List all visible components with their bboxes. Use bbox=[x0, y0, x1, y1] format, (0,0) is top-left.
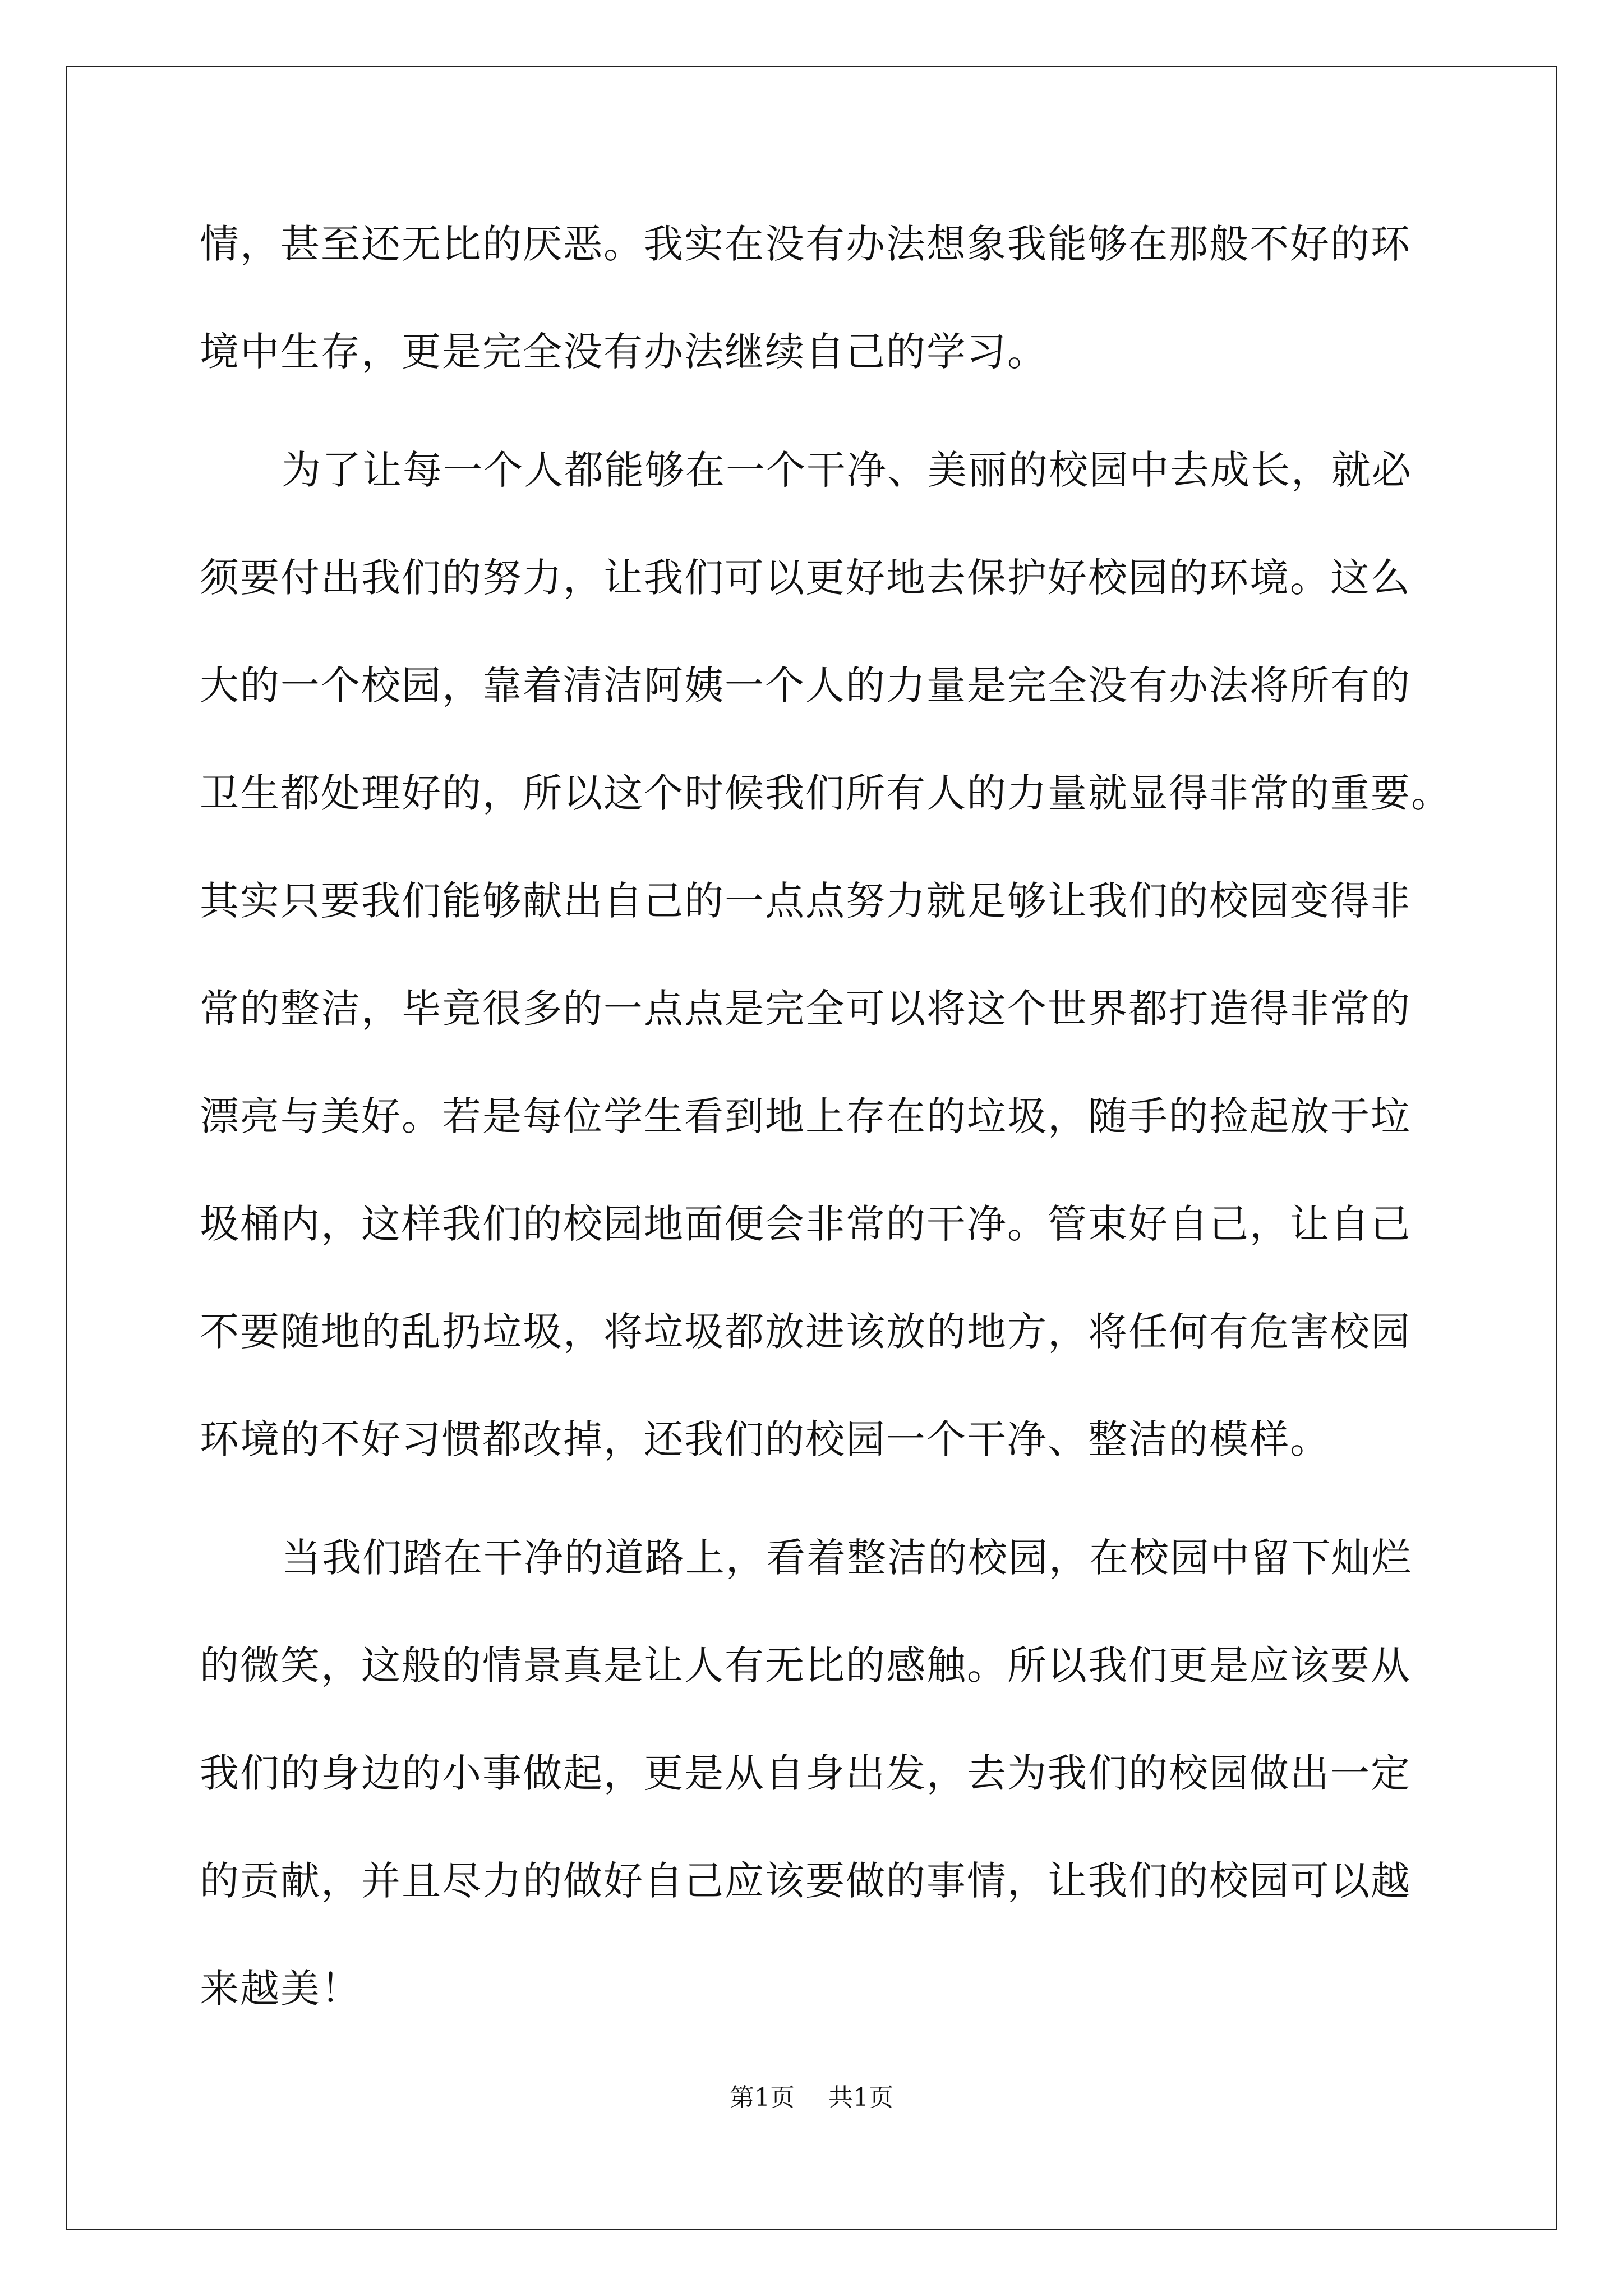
text-line-5: 大的一个校园，靠着清洁阿姨一个人的力量是完全没有办法将所有的 bbox=[200, 662, 1411, 708]
text-line-1: 情，甚至还无比的厌恶。我实在没有办法想象我能够在那般不好的环 bbox=[200, 221, 1411, 267]
text-line-6: 卫生都处理好的，所以这个时候我们所有人的力量就显得非常的重要。 bbox=[200, 770, 1451, 816]
text-line-15: 我们的身边的小事做起，更是从自身出发，去为我们的校园做出一定 bbox=[200, 1750, 1411, 1796]
page-footer bbox=[0, 2081, 1623, 2115]
text-line-9: 漂亮与美好。若是每位学生看到地上存在的垃圾，随手的捡起放于垃 bbox=[200, 1093, 1411, 1139]
text-line-4: 须要付出我们的努力，让我们可以更好地去保护好校园的环境。这么 bbox=[200, 555, 1411, 601]
text-line-13: 当我们踏在干净的道路上，看着整洁的校园，在校园中留下灿烂 bbox=[282, 1535, 1412, 1581]
text-line-8: 常的整洁，毕竟很多的一点点是完全可以将这个世界都打造得非常的 bbox=[200, 986, 1411, 1032]
text-line-17: 来越美！ bbox=[200, 1966, 361, 2012]
text-line-12: 环境的不好习惯都改掉，还我们的校园一个干净、整洁的模样。 bbox=[200, 1416, 1330, 1462]
text-line-16: 的贡献，并且尽力的做好自己应该要做的事情，让我们的校园可以越 bbox=[200, 1858, 1411, 1904]
text-line-10: 圾桶内，这样我们的校园地面便会非常的干净。管束好自己，让自己 bbox=[200, 1201, 1411, 1247]
page-total-label: 共1页 bbox=[828, 2083, 893, 2112]
page-number-label: 第1页 bbox=[730, 2083, 795, 2112]
text-line-11: 不要随地的乱扔垃圾，将垃圾都放进该放的地方，将任何有危害校园 bbox=[200, 1309, 1411, 1355]
text-line-3: 为了让每一个人都能够在一个干净、美丽的校园中去成长，就必 bbox=[282, 447, 1412, 493]
text-line-14: 的微笑，这般的情景真是让人有无比的感触。所以我们更是应该要从 bbox=[200, 1642, 1411, 1688]
text-line-2: 境中生存，更是完全没有办法继续自己的学习。 bbox=[200, 329, 1048, 375]
text-line-7: 其实只要我们能够献出自己的一点点努力就足够让我们的校园变得非 bbox=[200, 878, 1411, 924]
